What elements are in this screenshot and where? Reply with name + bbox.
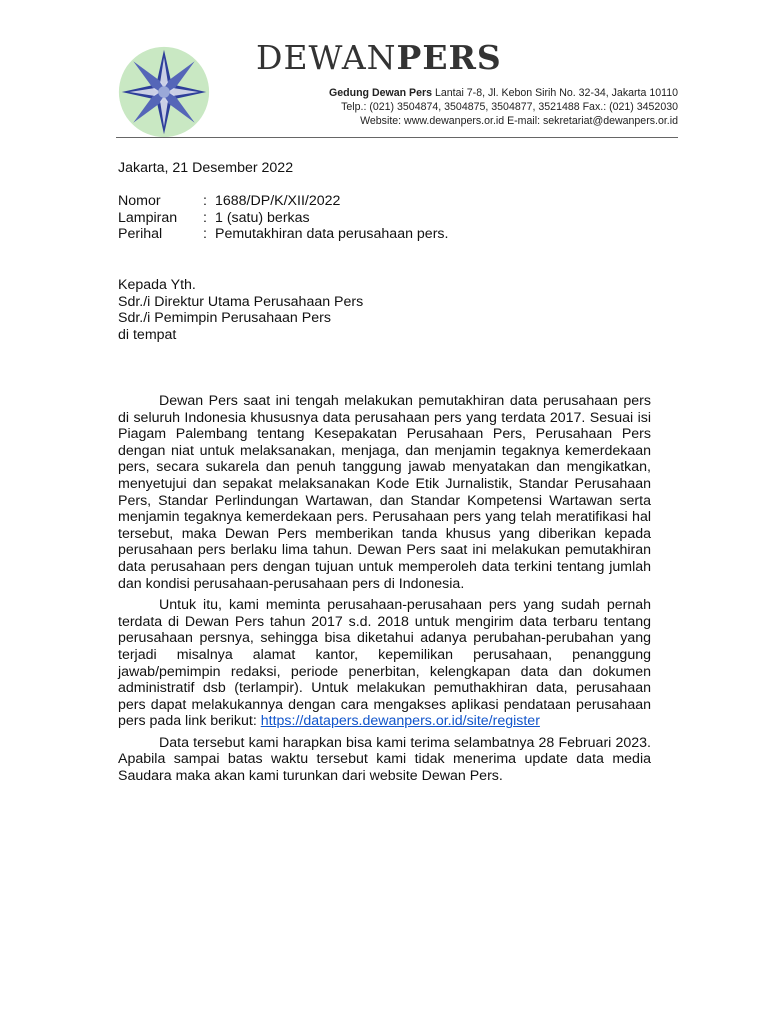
meta-key: Nomor <box>118 193 161 209</box>
brand-name <box>256 38 502 78</box>
website-email-line: Website: www.dewanpers.or.id E-mail: sekretariat@dewanpers.or.id <box>360 115 678 127</box>
meta-row-perihal <box>118 226 448 243</box>
address-building: Gedung Dewan Pers <box>329 87 433 99</box>
recipient-line: Kepada Yth. <box>118 277 196 293</box>
letterhead <box>0 0 768 145</box>
phone-fax-line: Telp.: (021) 3504874, 3504875, 3504877, 3521488 Fax.: (021) 3452030 <box>341 101 678 113</box>
letterhead-divider <box>116 137 678 138</box>
meta-row-nomor <box>118 193 448 210</box>
recipient-line: di tempat <box>118 326 177 343</box>
body-paragraph-1: Dewan Pers saat ini tengah melakukan pemutakhiran data perusahaan pers di seluruh Indonesia khususnya data perusahaan pers yang terdata 2017. Sesuai isi Piagam Palembang tentang Kesepakatan Perusahaan Pers, Perusahaan Pers dengan niat untuk melaksanakan, menjaga, dan menjamin tegaknya kemerdekaan pers, secara sukarela dan penuh tanggung jawab menyatakan dan mengikatkan, menyetujui dan sepakat melaksanakan Kode Etik Jurnalistik, Standar Perusahaan Pers, Standar Perlindungan Wartawan, dan Standar Kompetensi Wartawan serta menjamin tegaknya kemerdekaan pers. Perusahaan pers yang telah meratifikasi hal tersebut, maka Dewan Pers memberikan tanda khusus yang diberikan kepada perusahaan pers berlaku lima tahun. Dewan Pers saat ini melakukan pemutakhiran data perusahaan pers dengan tujuan untuk memperoleh data terkini tentang jumlah dan kondisi perusahaan-perusahaan pers di Indonesia. <box>118 393 651 592</box>
meta-separator: : <box>203 193 207 209</box>
address-street: Lantai 7-8, Jl. Kebon Sirih No. 32-34, Jakarta 10110 <box>432 87 678 99</box>
meta-key: Perihal <box>118 226 163 243</box>
meta-value: 1688/DP/K/XII/2022 <box>215 193 341 209</box>
body-paragraph-2-text: Untuk itu, kami meminta perusahaan-perusahaan pers yang sudah pernah terdata di Dewan Pers tahun 2017 s.d. 2018 untuk mengirim data terbaru tentang perusahaan persnya, sehingga bisa diketahui adanya perubahan-perubahan yang terjadi misalnya alamat kantor, kepemilikan perusahaan, penanggung jawab/pemimpin redaksi, periode penerbitan, kelengkapan data dan dokumen administratif dsb (terlampir). Untuk melakukan pemuthakhiran data, perusahaan pers dapat melakukannya dengan cara mengakses aplikasi pendataan perusahaan pers pada link berikut: <box>118 597 651 730</box>
dewan-pers-logo-icon <box>116 44 212 140</box>
recipient-line: Sdr./i Pemimpin Perusahaan Pers <box>118 310 331 327</box>
meta-key: Lampiran <box>118 209 178 226</box>
letter-meta <box>118 193 448 243</box>
meta-row-lampiran <box>118 210 448 227</box>
register-link[interactable]: https://datapers.dewanpers.or.id/site/register <box>260 713 540 730</box>
meta-value: Pemutakhiran data perusahaan pers. <box>215 226 449 243</box>
letter-body <box>118 393 651 790</box>
meta-value: 1 (satu) berkas <box>215 209 310 226</box>
brand-name-part-dewan: DEWAN <box>256 38 397 77</box>
meta-separator: : <box>203 209 207 226</box>
recipient-line: Sdr./i Direktur Utama Perusahaan Pers <box>118 293 364 310</box>
address-line <box>329 86 678 100</box>
body-paragraph-2 <box>118 597 651 730</box>
recipient-block <box>118 277 363 343</box>
letter-date: Jakarta, 21 Desember 2022 <box>118 160 294 176</box>
brand-name-part-pers: PERS <box>396 38 502 77</box>
meta-separator: : <box>203 226 207 243</box>
body-paragraph-3: Data tersebut kami harapkan bisa kami terima selambatnya 28 Februari 2023. Apabila sampai batas waktu tersebut kami tidak menerima update data media Saudara maka akan kami turunkan dari website Dewan Pers. <box>118 734 651 785</box>
